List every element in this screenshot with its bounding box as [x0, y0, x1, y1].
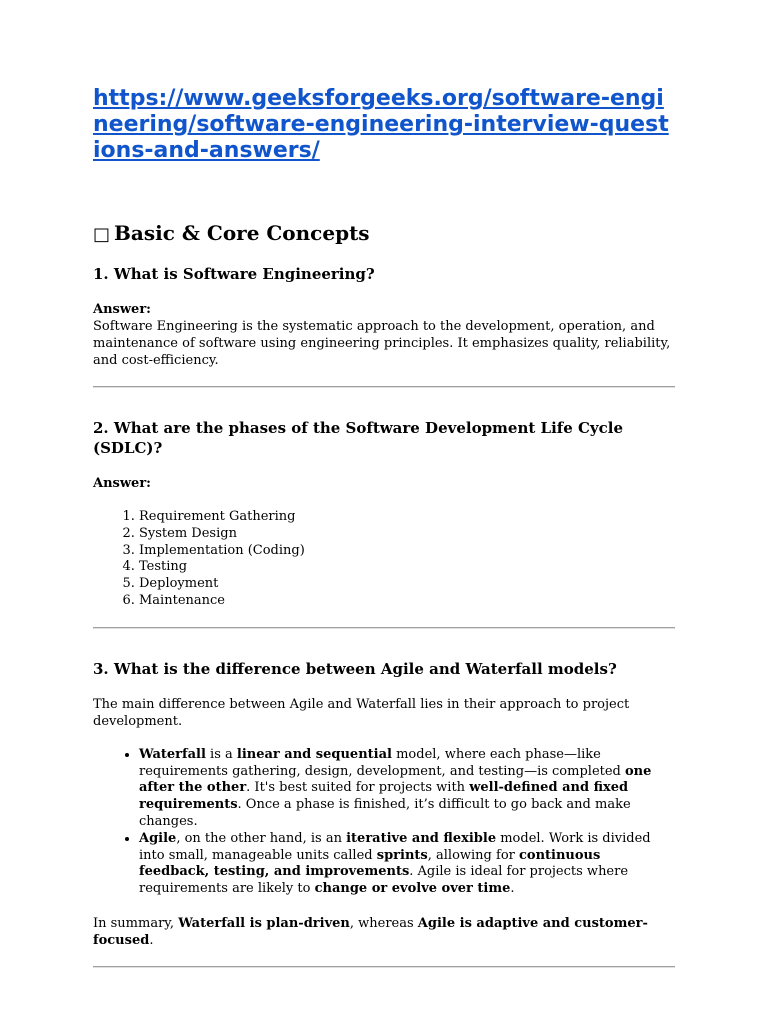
summary-text-2: , whereas — [349, 915, 418, 931]
agile-bold-1: iterative and flexible — [346, 830, 497, 846]
question-2-heading: 2. What are the phases of the Software Development Life Cycle (SDLC)? — [93, 419, 624, 457]
divider-2 — [93, 627, 675, 629]
model-comparison-list — [93, 747, 675, 898]
question-1-heading: 1. What is Software Engineering? — [93, 265, 375, 283]
summary-text-1: In summary, — [93, 915, 179, 931]
divider-1 — [93, 386, 675, 388]
answer-label-1: Answer: — [93, 302, 151, 317]
list-item: 1. Requirement Gathering — [139, 509, 675, 526]
summary-bold-2: Agile is adaptive and customer-focused — [93, 915, 648, 948]
agile-bold-4: change or evolve over time — [314, 881, 511, 897]
source-url-link[interactable]: https://www.geeksforgeeks.org/software-engineering/software-engineering-interview-questions-and-answers/ — [93, 86, 669, 163]
waterfall-bold-2: one after the other — [139, 763, 652, 796]
agile-text-1: , on the other hand, is an — [176, 830, 347, 846]
document-page — [93, 86, 675, 968]
list-item: 4. Testing — [139, 559, 675, 576]
divider-3 — [93, 966, 675, 968]
list-item: 6. Maintenance — [139, 593, 675, 610]
summary-bold-1: Waterfall is plan-driven — [178, 915, 350, 931]
waterfall-text-1: is a — [205, 746, 237, 762]
waterfall-text-2: model, where each phase—like requirements gathering, design, development, and testing—is completed — [139, 746, 626, 779]
answer-1-text: Software Engineering is the systematic approach to the development, operation, and maintenance of software using engineering principles. It emphasizes quality, reliability, and cost-efficiency. — [93, 319, 671, 368]
agile-text-3: , allowing for — [427, 847, 519, 863]
waterfall-bold-3: well-defined and fixed requirements — [139, 780, 629, 813]
summary-paragraph — [93, 915, 675, 949]
list-item: 2. System Design — [139, 526, 675, 543]
agile-text-5: . — [510, 881, 515, 897]
answer-label-2: Answer: — [93, 476, 151, 491]
agile-term: Agile — [139, 830, 177, 846]
summary-text-3: . — [149, 932, 154, 948]
agile-list-item — [139, 831, 675, 898]
waterfall-text-3: . It's best suited for projects with — [246, 780, 470, 796]
list-item: 3. Implementation (Coding) — [139, 543, 675, 560]
waterfall-list-item — [139, 747, 675, 831]
list-item: 5. Deployment — [139, 576, 675, 593]
section-heading — [93, 220, 675, 248]
section-title: Basic & Core Concepts — [114, 221, 370, 245]
answer-3-intro: The main difference between Agile and Waterfall lies in their approach to project development. — [93, 696, 630, 729]
sdlc-phase-list — [93, 509, 675, 610]
agile-text-2: model. Work is divided into small, manageable units called — [139, 830, 651, 863]
agile-bold-3: continuous feedback, testing, and improvements — [139, 847, 601, 880]
missing-glyph-icon: □ — [93, 224, 111, 245]
waterfall-text-4: . Once a phase is finished, it’s difficult to go back and make changes. — [139, 797, 631, 829]
agile-text-4: . Agile is ideal for projects where requirements are likely to — [139, 864, 629, 897]
waterfall-bold-1: linear and sequential — [236, 746, 392, 762]
question-3-heading: 3. What is the difference between Agile and Waterfall models? — [93, 659, 617, 678]
waterfall-term: Waterfall — [139, 746, 206, 762]
agile-bold-2: sprints — [376, 847, 428, 863]
